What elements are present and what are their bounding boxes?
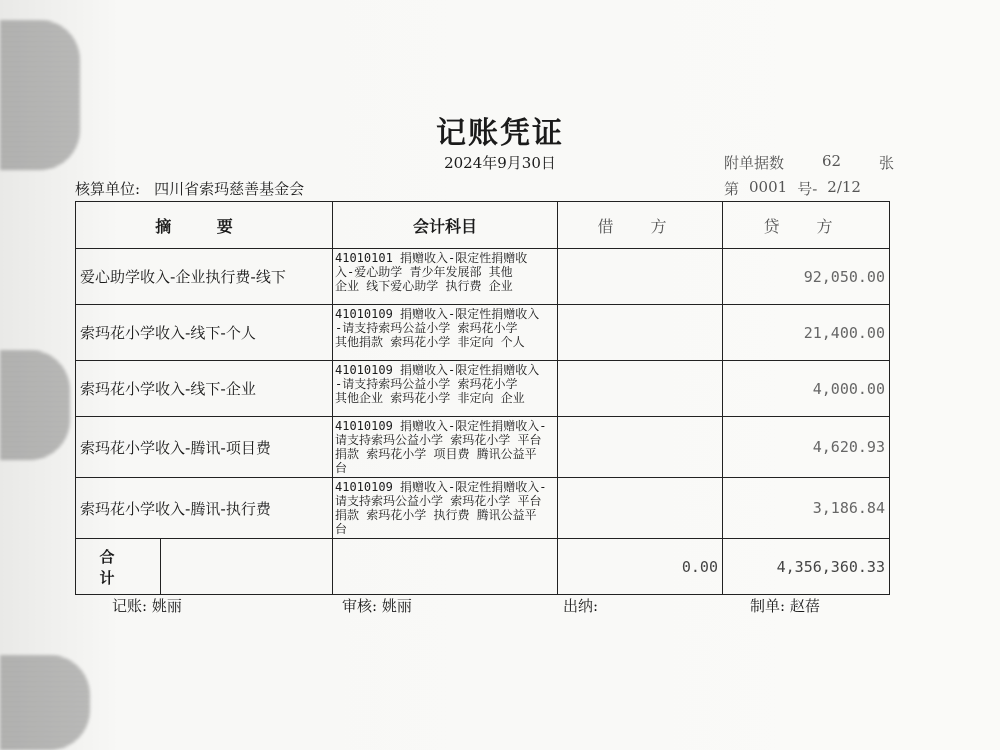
table-row <box>76 305 890 361</box>
bookkeeper-signature: 记账: 姚丽 <box>112 597 182 615</box>
account-line: 捐款 索玛花小学 项目费 腾讯公益平 <box>335 447 537 461</box>
attachment-unit: 张 <box>878 154 894 172</box>
account-line: 41010101 捐赠收入-限定性捐赠收 <box>335 251 528 265</box>
voucher-date: 2024年9月30日 <box>444 154 556 172</box>
row-credit: 4,620.93 <box>723 417 890 478</box>
header-credit: 贷 方 <box>723 202 890 249</box>
table-row <box>76 478 890 539</box>
row-account <box>333 249 558 305</box>
row-summary: 爱心助学收入-企业执行费-线下 <box>76 249 333 305</box>
row-account <box>333 417 558 478</box>
header-account: 会计科目 <box>333 202 558 249</box>
account-line: 台 <box>335 461 348 475</box>
row-summary: 索玛花小学收入-线下-企业 <box>76 361 333 417</box>
table-row <box>76 361 890 417</box>
cashier-signature: 出纳: <box>563 597 599 615</box>
total-label <box>76 539 333 595</box>
account-line: 请支持索玛公益小学 索玛花小学 平台 <box>335 494 542 508</box>
total-label-text: 合 计 <box>76 539 161 594</box>
account-line: 41010109 捐赠收入-限定性捐赠收入 <box>335 307 540 321</box>
account-line: 41010109 捐赠收入-限定性捐赠收入- <box>335 419 547 433</box>
row-debit <box>558 305 723 361</box>
row-debit <box>558 478 723 539</box>
table-row <box>76 417 890 478</box>
total-row <box>76 539 890 595</box>
voucher-number-prefix: 第 <box>724 180 740 198</box>
header-summary: 摘 要 <box>76 202 333 249</box>
row-debit <box>558 249 723 305</box>
attachment-number: 62 <box>821 152 842 170</box>
voucher-title: 记账凭证 <box>436 116 564 151</box>
account-line: 企业 线下爱心助学 执行费 企业 <box>335 279 513 293</box>
accounting-unit-label: 核算单位: <box>75 180 141 198</box>
account-line: 入-爱心助学 青少年发展部 其他 <box>335 265 513 279</box>
voucher-number <box>724 178 894 199</box>
table-header-row <box>76 202 890 249</box>
account-line: 41010109 捐赠收入-限定性捐赠收入 <box>335 363 540 377</box>
row-credit: 21,400.00 <box>723 305 890 361</box>
total-credit: 4,356,360.33 <box>723 539 890 595</box>
row-credit: 92,050.00 <box>723 249 890 305</box>
row-debit <box>558 361 723 417</box>
row-credit: 3,186.84 <box>723 478 890 539</box>
voucher-number-value: 0001 <box>749 178 788 196</box>
row-account <box>333 478 558 539</box>
total-debit: 0.00 <box>558 539 723 595</box>
account-line: 其他企业 索玛花小学 非定向 企业 <box>335 391 525 405</box>
voucher-table <box>75 201 890 595</box>
row-summary: 索玛花小学收入-腾讯-执行费 <box>76 478 333 539</box>
account-line: 捐款 索玛花小学 执行费 腾讯公益平 <box>335 508 537 522</box>
accounting-unit-name: 四川省索玛慈善基金会 <box>154 180 305 198</box>
account-line: 请支持索玛公益小学 索玛花小学 平台 <box>335 433 542 447</box>
preparer-signature: 制单: 赵蓓 <box>750 597 820 615</box>
account-line: 台 <box>335 522 348 536</box>
row-account <box>333 361 558 417</box>
voucher-page: 2/12 <box>827 178 861 196</box>
account-line: -请支持索玛公益小学 索玛花小学 <box>335 377 518 391</box>
row-debit <box>558 417 723 478</box>
row-summary: 索玛花小学收入-线下-个人 <box>76 305 333 361</box>
account-line: 其他捐款 索玛花小学 非定向 个人 <box>335 335 525 349</box>
table-row <box>76 249 890 305</box>
voucher-number-suffix: 号- <box>797 180 818 198</box>
row-credit: 4,000.00 <box>723 361 890 417</box>
scan-shadow-bottom <box>0 655 90 750</box>
account-line: 41010109 捐赠收入-限定性捐赠收入- <box>335 480 547 494</box>
reviewer-signature: 审核: 姚丽 <box>342 597 412 615</box>
header-debit: 借 方 <box>558 202 723 249</box>
scan-shadow-middle <box>0 350 70 460</box>
row-account <box>333 305 558 361</box>
attachment-label: 附单据数 <box>724 154 785 172</box>
attachment-count <box>724 152 894 173</box>
row-summary: 索玛花小学收入-腾讯-项目费 <box>76 417 333 478</box>
account-line: -请支持索玛公益小学 索玛花小学 <box>335 321 518 335</box>
total-account-empty <box>333 539 558 595</box>
accounting-unit <box>75 178 304 199</box>
